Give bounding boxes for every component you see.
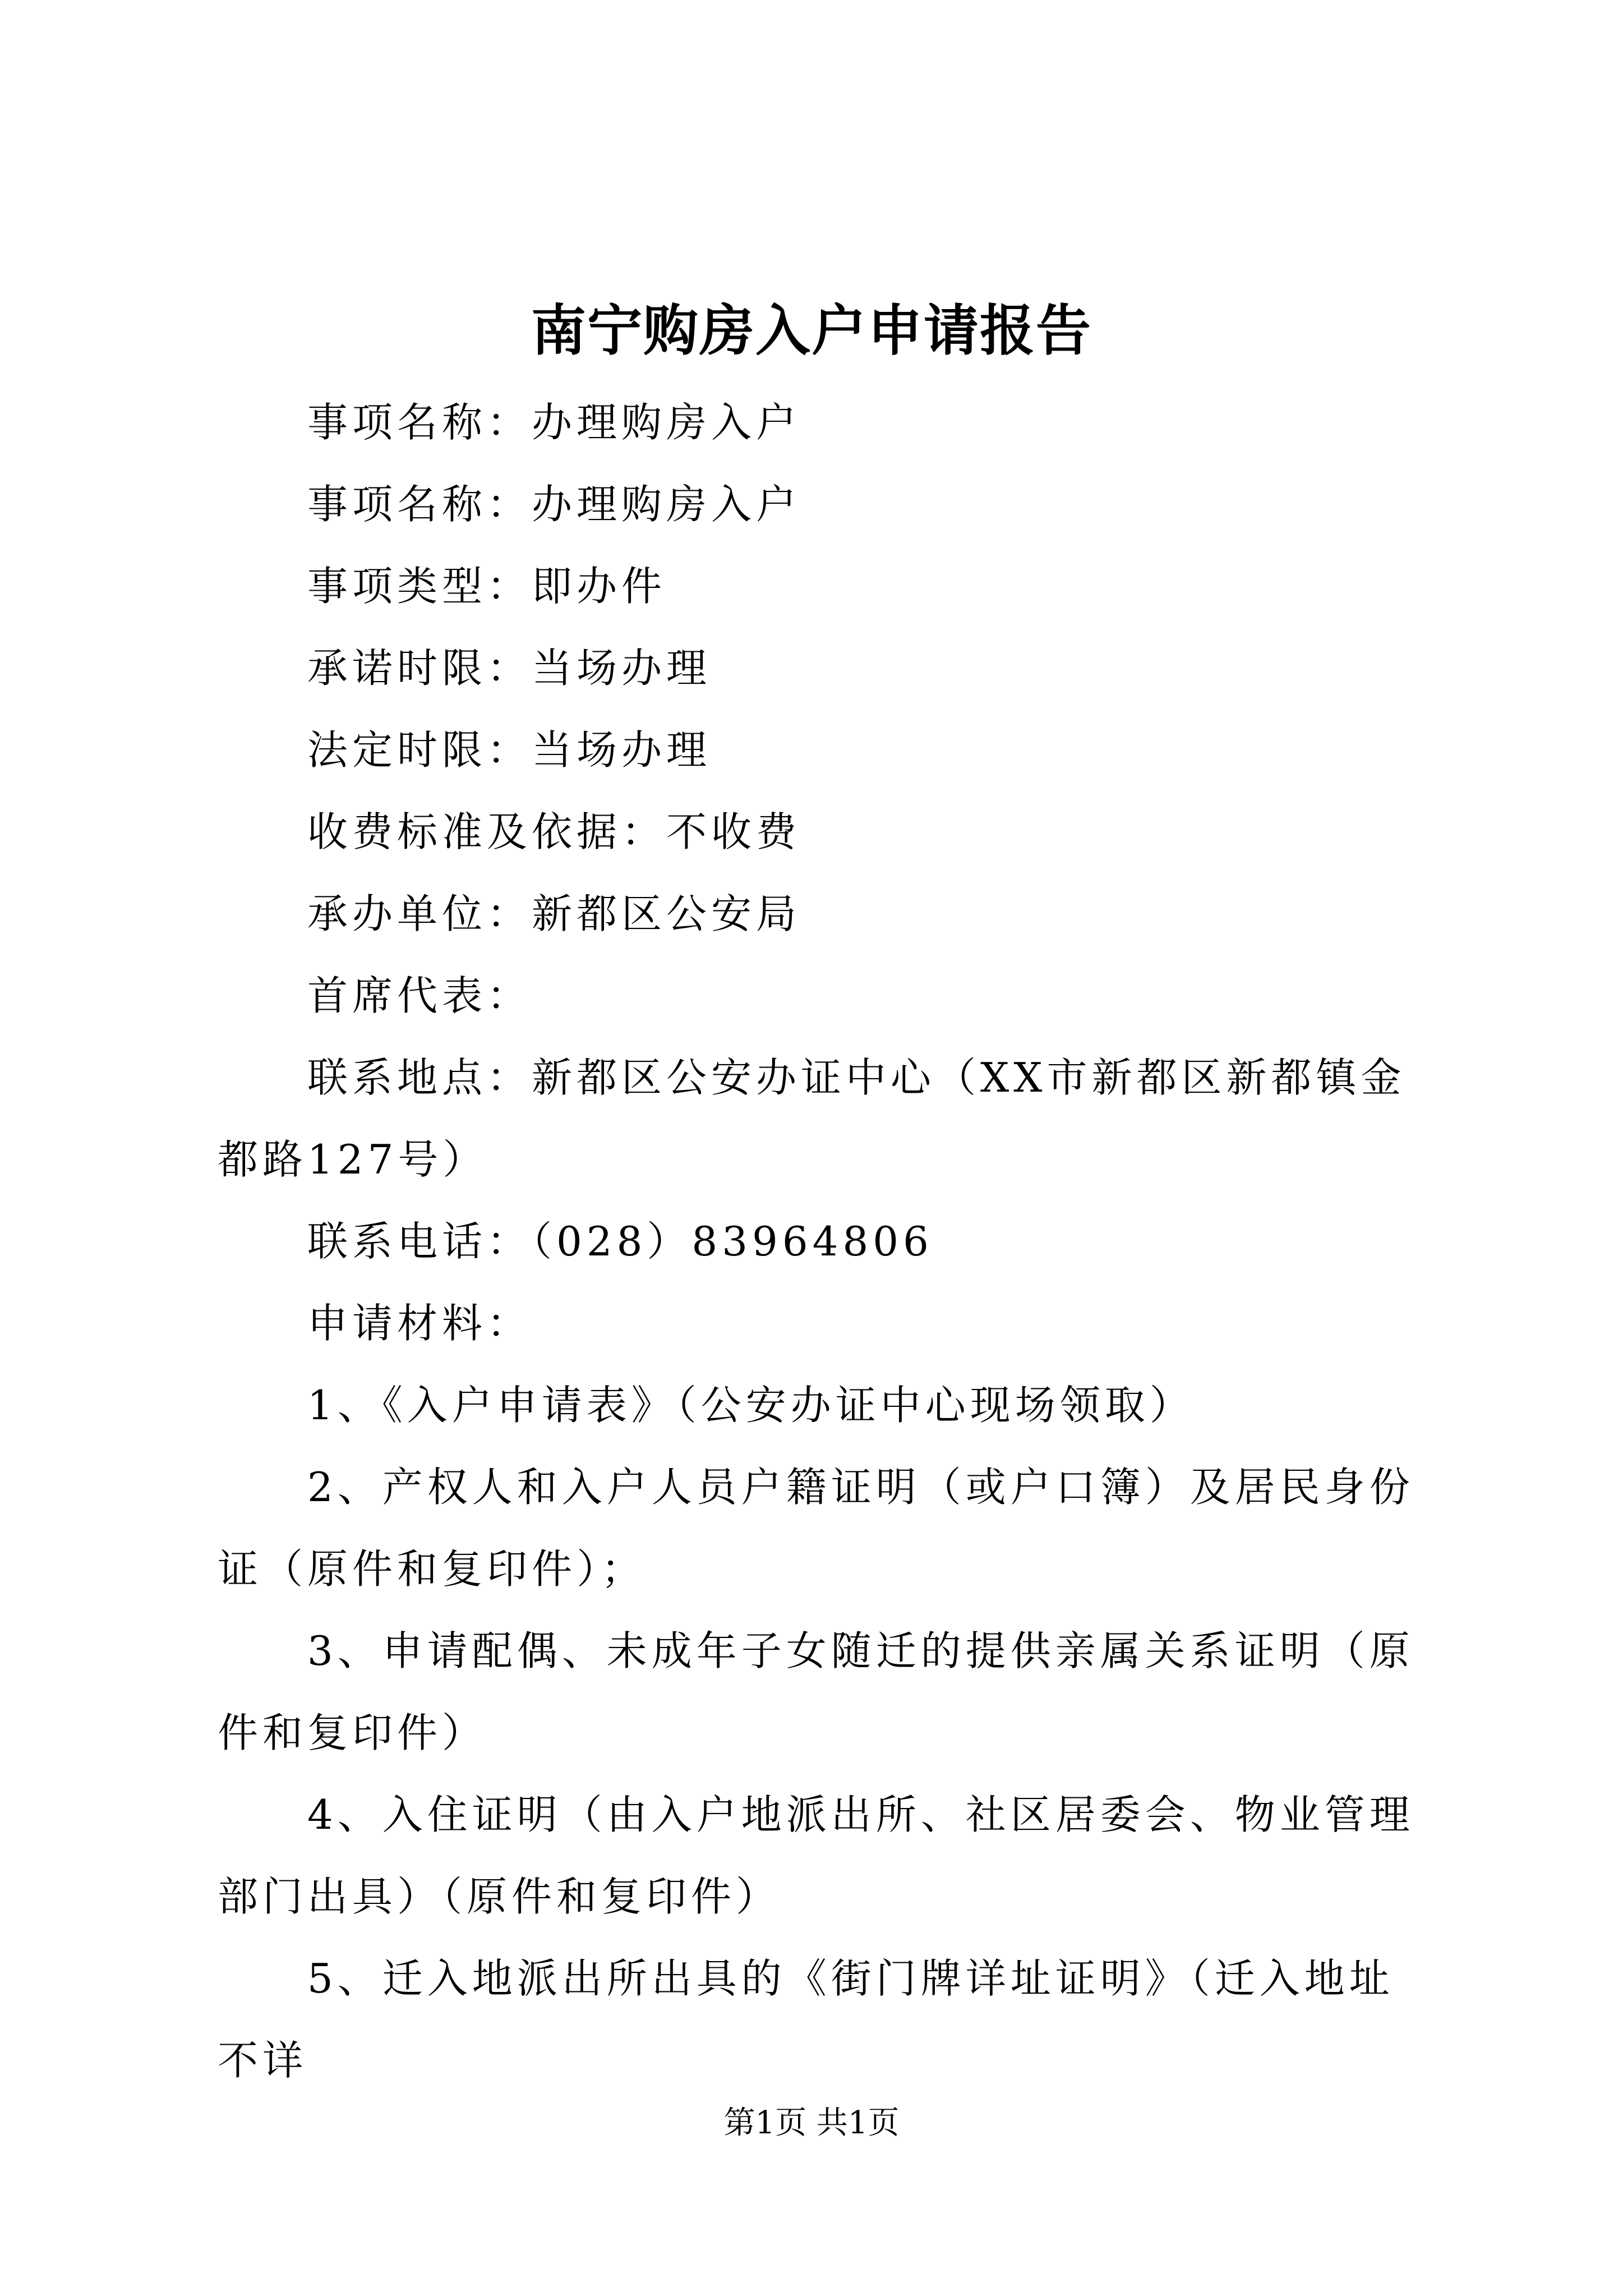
paragraph-item-type: 事项类型：即办件 [307,563,667,610]
paragraph-legal-time-limit: 法定时限：当场办理 [307,726,712,774]
paragraph-material-1: 1、《入户申请表》（公安办证中心现场领取） [307,1382,1195,1429]
paragraph-chief-representative: 首席代表： [307,972,532,1019]
paragraph-material-2: 2、产权人和入户人员户籍证明（或户口簿）及居民身份证（原件和复印件）； [218,1464,1414,1593]
paragraph-application-materials: 申请材料： [307,1300,532,1347]
paragraph-promised-time-limit: 承诺时限：当场办理 [307,645,712,692]
paragraph-material-4: 4、入住证明（由入户地派出所、社区居委会、物业管理部门出具）（原件和复印件） [218,1791,1414,1920]
page-number-footer: 第1页 共1页 [723,2105,900,2141]
document-body [218,381,1423,2101]
document-title: 南宁购房入户申请报告 [531,298,1092,363]
paragraph-handling-unit: 承办单位：新都区公安局 [307,890,801,937]
paragraph-material-3: 3、申请配偶、未成年子女随迁的提供亲属关系证明（原件和复印件） [218,1627,1414,1756]
paragraph-material-5: 5、迁入地派出所出具的《街门牌详址证明》（迁入地址不详 [218,1955,1394,2084]
paragraph-item-name-2: 事项名称：办理购房入户 [307,481,801,528]
paragraph-fee-standard: 收费标准及依据：不收费 [307,808,801,855]
paragraph-item-name-1: 事项名称：办理购房入户 [307,399,801,446]
paragraph-contact-phone: 联系电话：（028）83964806 [307,1218,933,1265]
paragraph-contact-address: 联系地点：新都区公安办证中心（XX市新都区新都镇金都路127号） [218,1054,1406,1183]
